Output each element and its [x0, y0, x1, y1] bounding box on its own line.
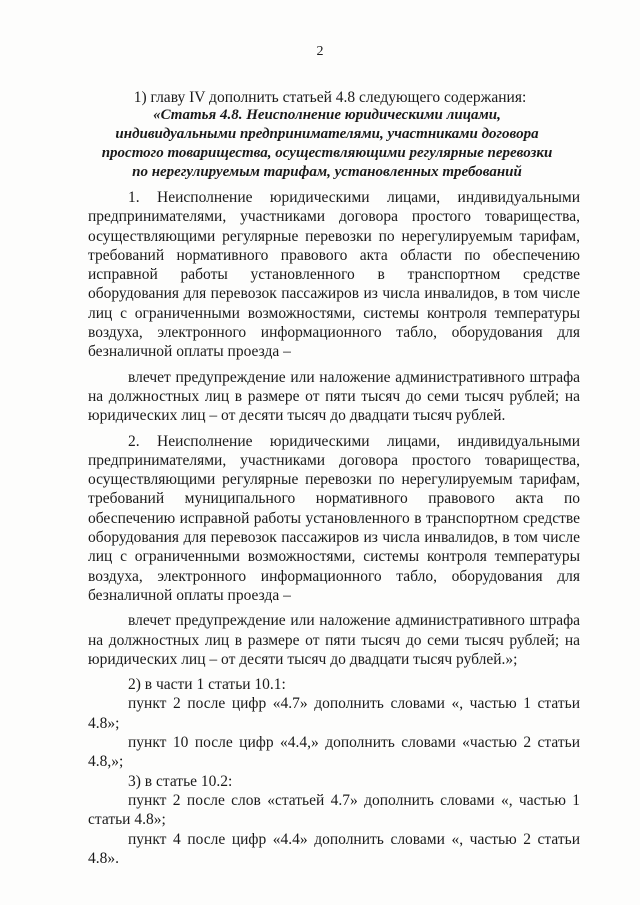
amendment-subitem-3-1: пункт 2 после слов «статьей 4.7» дополнить словами «, частью 1 статьи 4.8»;	[88, 791, 580, 829]
paragraph-part-1: 1. Неисполнение юридическими лицами, индивидуальными предпринимателями, участниками договора простого товарищества, осуществляющими регулярные перевозки по нерегулируемым тарифам, требований нормативного правового акта области по обеспечению исправной работы установленного в транспортном средстве оборудования для перевозок пассажиров из числа инвалидов, в том числе лиц с ограниченными возможностями, системы контроля температуры воздуха, электронного информационного табло, оборудования для безналичной оплаты проезда –	[88, 189, 580, 361]
paragraph-part-2: 2. Неисполнение юридическими лицами, индивидуальными предпринимателями, участниками договора простого товарищества, осуществляющими регулярные перевозки по нерегулируемым тарифам, требований муниципального нормативного правового акта по обеспечению исправной работы установленного в транспортном средстве оборудования для перевозок пассажиров из числа инвалидов, в том числе лиц с ограниченными возможностями, системы контроля температуры воздуха, электронного информационного табло, оборудования для безналичной оплаты проезда –	[88, 432, 580, 604]
document-body	[88, 188, 580, 868]
amendment-subitem-2-1: пункт 2 после цифр «4.7» дополнить словами «, частью 1 статьи 4.8»;	[88, 695, 580, 732]
amendment-item-3: 3) в статье 10.2:	[128, 772, 233, 790]
amendment-subitem-2-2: пункт 10 после цифр «4.4,» дополнить словами «частью 2 статьи 4.8,»;	[88, 734, 580, 771]
amendment-subitem-3-2: пункт 4 после цифр «4.4» дополнить словами «, частью 2 статьи 4.8».	[88, 830, 580, 867]
paragraph-penalty-1: влечет предупреждение или наложение административного штрафа на должностных лиц в размере от пяти тысяч до семи тысяч рублей; на юридических лиц – от десяти тысяч до двадцати тысяч рублей.	[88, 368, 580, 425]
amendment-intro: 1) главу IV дополнить статьей 4.8 следующего содержания:	[133, 89, 527, 106]
page-number: 2	[316, 44, 324, 59]
article-heading: «Статья 4.8. Неисполнение юридическими лицами, индивидуальными предпринимателями, участниками договора простого товарищества, осуществляющими регулярные перевозки по нерегулируемым тарифам, установленных требований	[101, 107, 553, 180]
amendment-item-2: 2) в части 1 статьи 10.1:	[128, 676, 286, 694]
paragraph-penalty-2: влечет предупреждение или наложение административного штрафа на должностных лиц в размере от пяти тысяч до семи тысяч рублей; на юридических лиц – от десяти тысяч до двадцати тысяч рублей.»;	[88, 612, 580, 668]
